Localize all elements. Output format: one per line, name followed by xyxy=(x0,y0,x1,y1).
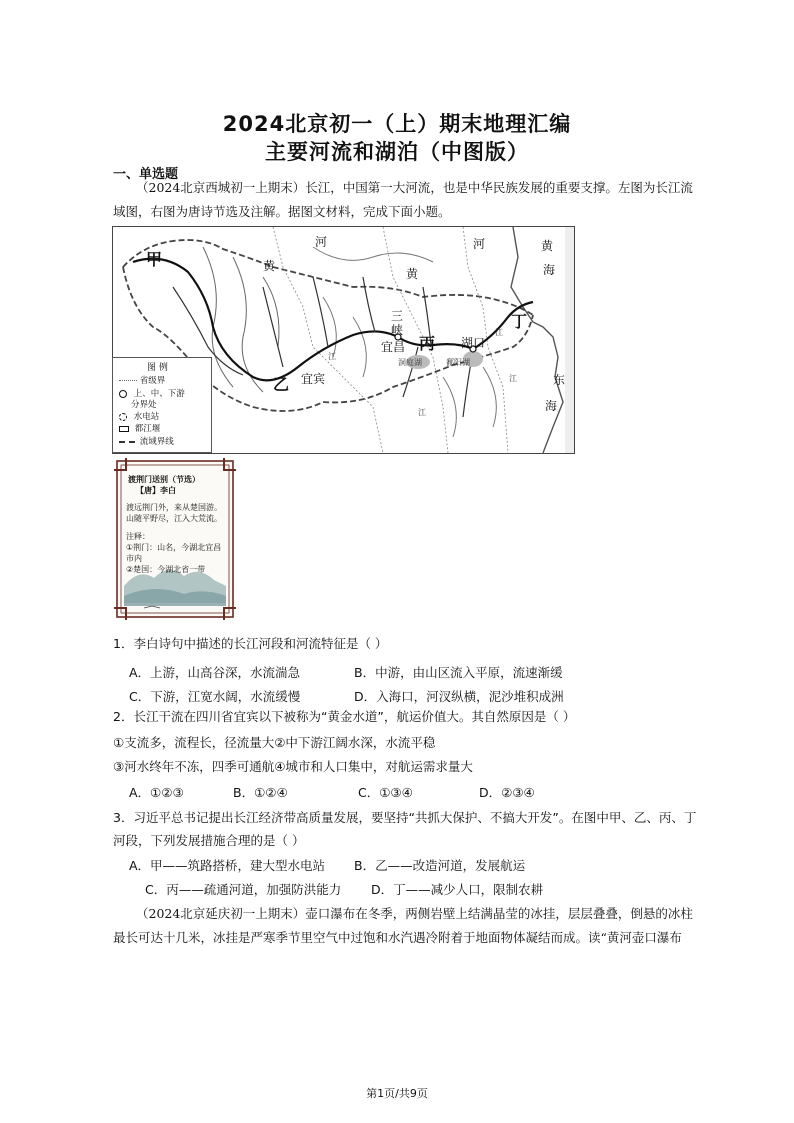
map-label-yi: 乙 xyxy=(273,375,290,394)
map-label-jiang3: 江 xyxy=(418,408,426,417)
document-title-line2: 主要河流和湖泊（中图版） xyxy=(265,140,529,164)
q2-option-c: C．①③④ xyxy=(358,785,413,800)
page-footer: 第1页/共9页 xyxy=(366,1087,428,1100)
legend-item-reach-boundary-line2: 分界处 xyxy=(131,400,157,410)
map-label-yichang: 宜昌 xyxy=(381,340,406,354)
poem-line2: 山随平野尽，江入大荒流。 xyxy=(126,514,222,523)
poem-title: 渡荆门送别（节选） xyxy=(128,475,200,484)
q3-option-c: C．丙——疏通河道，加强防洪能力 xyxy=(145,882,342,897)
q2-stem: 2．长江干流在四川省宜宾以下被称为“黄金水道”，航运价值大。其自然原因是（ ） xyxy=(113,709,576,724)
poem-note2: ②楚国：今湖北省一带 xyxy=(126,565,206,574)
reach-boundary-icon xyxy=(119,390,127,398)
map-label-sanxia1: 三 xyxy=(391,309,404,323)
map-label-he1: 河 xyxy=(315,235,328,249)
legend-item-hydropower: 水电站 xyxy=(119,410,159,422)
q3-option-a: A．甲——筑路搭桥，建大型水电站 xyxy=(129,858,326,873)
poem-author: 【唐】李白 xyxy=(136,486,176,495)
document-title-line1: 2024北京初一（上）期末地理汇编 xyxy=(222,112,572,136)
map-label-huang1: 黄 xyxy=(263,259,276,273)
q2-statement-2: ③河水终年不冻，四季可通航④城市和人口集中，对航运需求量大 xyxy=(113,759,473,774)
map-label-ding: 丁 xyxy=(511,312,528,331)
map-label-bing: 丙 xyxy=(419,334,436,353)
q1-option-b: B．中游，由山区流入平原，流速渐缓 xyxy=(354,665,563,680)
q1-option-a: A．上游，山高谷深，水流湍急 xyxy=(129,665,301,680)
map-label-sanxia2: 峡 xyxy=(391,323,404,337)
q1-option-d: D．入海口，河汊纵横，泥沙堆积成洲 xyxy=(354,689,564,704)
poem-note1a: ①荆门：山名，今湖北宜昌 xyxy=(126,543,222,552)
poem-note-head: 注释： xyxy=(126,532,150,541)
legend-item-province-border: 省级界 xyxy=(119,374,165,386)
map-label-hukou: 湖口 xyxy=(461,336,486,350)
q3-option-b: B．乙——改造河道，发展航运 xyxy=(354,858,526,873)
intro-paragraph-line1: （2024北京西城初一上期末）长江，中国第一大河流，也是中华民族发展的重要支撑。左图为长江流 xyxy=(136,180,693,195)
map-label-jiang1: 江 xyxy=(328,352,336,361)
map-label-huanghai1: 黄 xyxy=(541,239,554,253)
hydropower-icon xyxy=(119,413,127,421)
map-label-poyang: 鄱阳湖 xyxy=(446,358,470,367)
poem-line1: 渡远荆门外，来从楚国游。 xyxy=(126,503,222,512)
q1-option-c: C．下游，江宽水阔，水流缓慢 xyxy=(129,689,301,704)
q2-option-b: B．①②④ xyxy=(233,785,288,800)
map-label-dongting: 洞庭湖 xyxy=(398,358,422,367)
q1-stem: 1．李白诗句中描述的长江河段和河流特征是（ ） xyxy=(113,636,388,651)
legend-title: 图 例 xyxy=(147,363,168,373)
map-label-jiang4: 江 xyxy=(509,374,517,383)
map-label-donghai2: 海 xyxy=(545,399,558,413)
q2-option-a: A．①②③ xyxy=(129,785,184,800)
q3-stem-line1: 3．习近平总书记提出长江经济带高质量发展，要坚持“共抓大保护、不搞大开发”。在图中甲、乙、丙、丁 xyxy=(113,810,697,825)
legend-item-reach-boundary: 上、中、下游 xyxy=(119,387,185,399)
intro-paragraph-line2: 域图，右图为唐诗节选及注解。据图文材料，完成下面小题。 xyxy=(113,204,451,219)
q2-statement-1: ①支流多，流程长，径流量大②中下游江阔水深，水流平稳 xyxy=(113,735,436,750)
dam-icon xyxy=(119,426,129,432)
q3-stem-line2: 河段，下列发展措施合理的是（ ） xyxy=(113,833,305,848)
map-legend xyxy=(112,357,212,453)
map-label-jia: 甲 xyxy=(146,250,163,269)
map-label-he2: 河 xyxy=(473,237,486,251)
next-material-line1: （2024北京延庆初一上期末）壶口瀑布在冬季，两侧岩壁上结满晶莹的冰挂，层层叠叠，倒悬的冰柱 xyxy=(136,906,693,921)
poem-card xyxy=(114,458,236,620)
map-label-donghai1: 东 xyxy=(553,373,566,387)
map-label-yibin: 宜宾 xyxy=(301,372,326,386)
map-label-huang2: 黄 xyxy=(406,267,419,281)
q2-option-d: D．②③④ xyxy=(479,785,535,800)
legend-item-dujiangyan: 都江堰 xyxy=(119,422,160,434)
map-label-jiang2: 江 xyxy=(495,328,503,337)
map-label-huanghai2: 海 xyxy=(543,263,556,277)
legend-item-basin-boundary: 流域界线 xyxy=(119,435,174,447)
next-material-line2: 最长可达十几米，冰挂是严寒季节里空气中过饱和水汽遇冷附着于地面物体凝结而成。读“黄河壶口瀑布 xyxy=(113,930,682,945)
q3-option-d: D．丁——减少人口，限制农耕 xyxy=(371,882,544,897)
poem-note1b: 市内 xyxy=(126,554,142,563)
section-heading: 一、单选题 xyxy=(113,167,179,182)
